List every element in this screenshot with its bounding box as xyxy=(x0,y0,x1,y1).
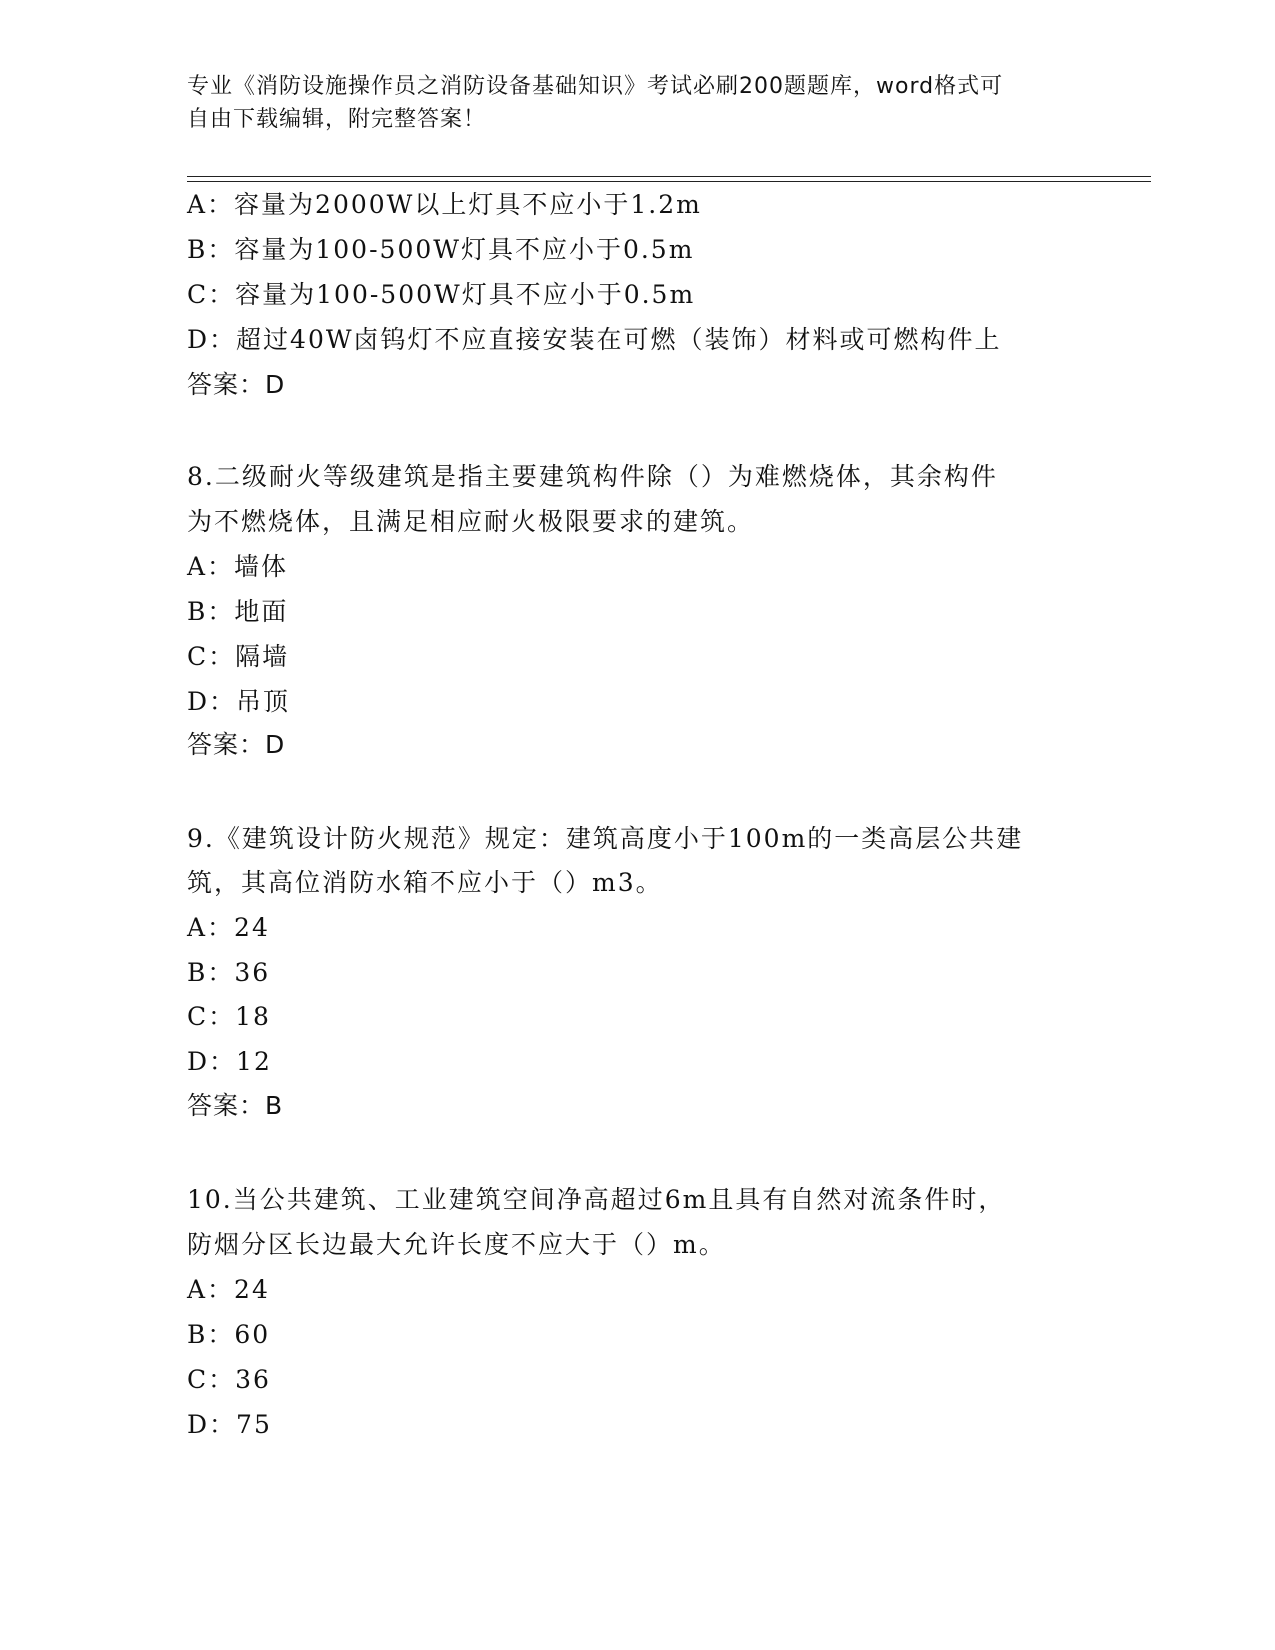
q9-option-c: C：18 xyxy=(187,1002,271,1031)
q9-stem-line-2: 筑，其高位消防水箱不应小于（）m3。 xyxy=(187,868,663,897)
header-rule-top xyxy=(187,176,1151,177)
q8-option-c: C：隔墙 xyxy=(187,642,290,671)
q8-answer: 答案：D xyxy=(187,730,286,759)
q10-option-c: C：36 xyxy=(187,1365,271,1394)
q9-option-a: A：24 xyxy=(187,913,270,942)
q7-option-b: B：容量为100-500W灯具不应小于0.5m xyxy=(187,235,695,264)
header-rule-bottom xyxy=(187,181,1151,182)
header-line-2: 自由下载编辑，附完整答案！ xyxy=(187,107,487,132)
q8-stem-line-2: 为不燃烧体，且满足相应耐火极限要求的建筑。 xyxy=(187,507,755,536)
q8-option-b: B：地面 xyxy=(187,597,289,626)
q8-stem-line-1: 8.二级耐火等级建筑是指主要建筑构件除（）为难燃烧体，其余构件 xyxy=(187,462,998,491)
q9-option-b: B：36 xyxy=(187,958,271,987)
q10-option-a: A：24 xyxy=(187,1275,270,1304)
q10-option-d: D：75 xyxy=(187,1410,272,1439)
q7-option-a: A：容量为2000W以上灯具不应小于1.2m xyxy=(187,190,702,219)
header-line-1: 专业《消防设施操作员之消防设备基础知识》考试必刷200题题库，word格式可 xyxy=(187,74,1004,99)
q10-stem-line-1: 10.当公共建筑、工业建筑空间净高超过6m且具有自然对流条件时， xyxy=(187,1185,1006,1214)
q10-stem-line-2: 防烟分区长边最大允许长度不应大于（）m。 xyxy=(187,1230,726,1259)
q8-option-d: D：吊顶 xyxy=(187,687,291,716)
q9-stem-line-1: 9.《建筑设计防火规范》规定：建筑高度小于100m的一类高层公共建 xyxy=(187,824,1024,853)
q7-answer: 答案：D xyxy=(187,370,286,399)
q9-answer: 答案：B xyxy=(187,1091,284,1120)
q7-option-d: D：超过40W卤钨灯不应直接安装在可燃（装饰）材料或可燃构件上 xyxy=(187,325,1002,354)
document-header xyxy=(187,70,1087,136)
q9-option-d: D：12 xyxy=(187,1047,272,1076)
q7-option-c: C：容量为100-500W灯具不应小于0.5m xyxy=(187,280,696,309)
q10-option-b: B：60 xyxy=(187,1320,271,1349)
q8-option-a: A：墙体 xyxy=(187,552,289,581)
